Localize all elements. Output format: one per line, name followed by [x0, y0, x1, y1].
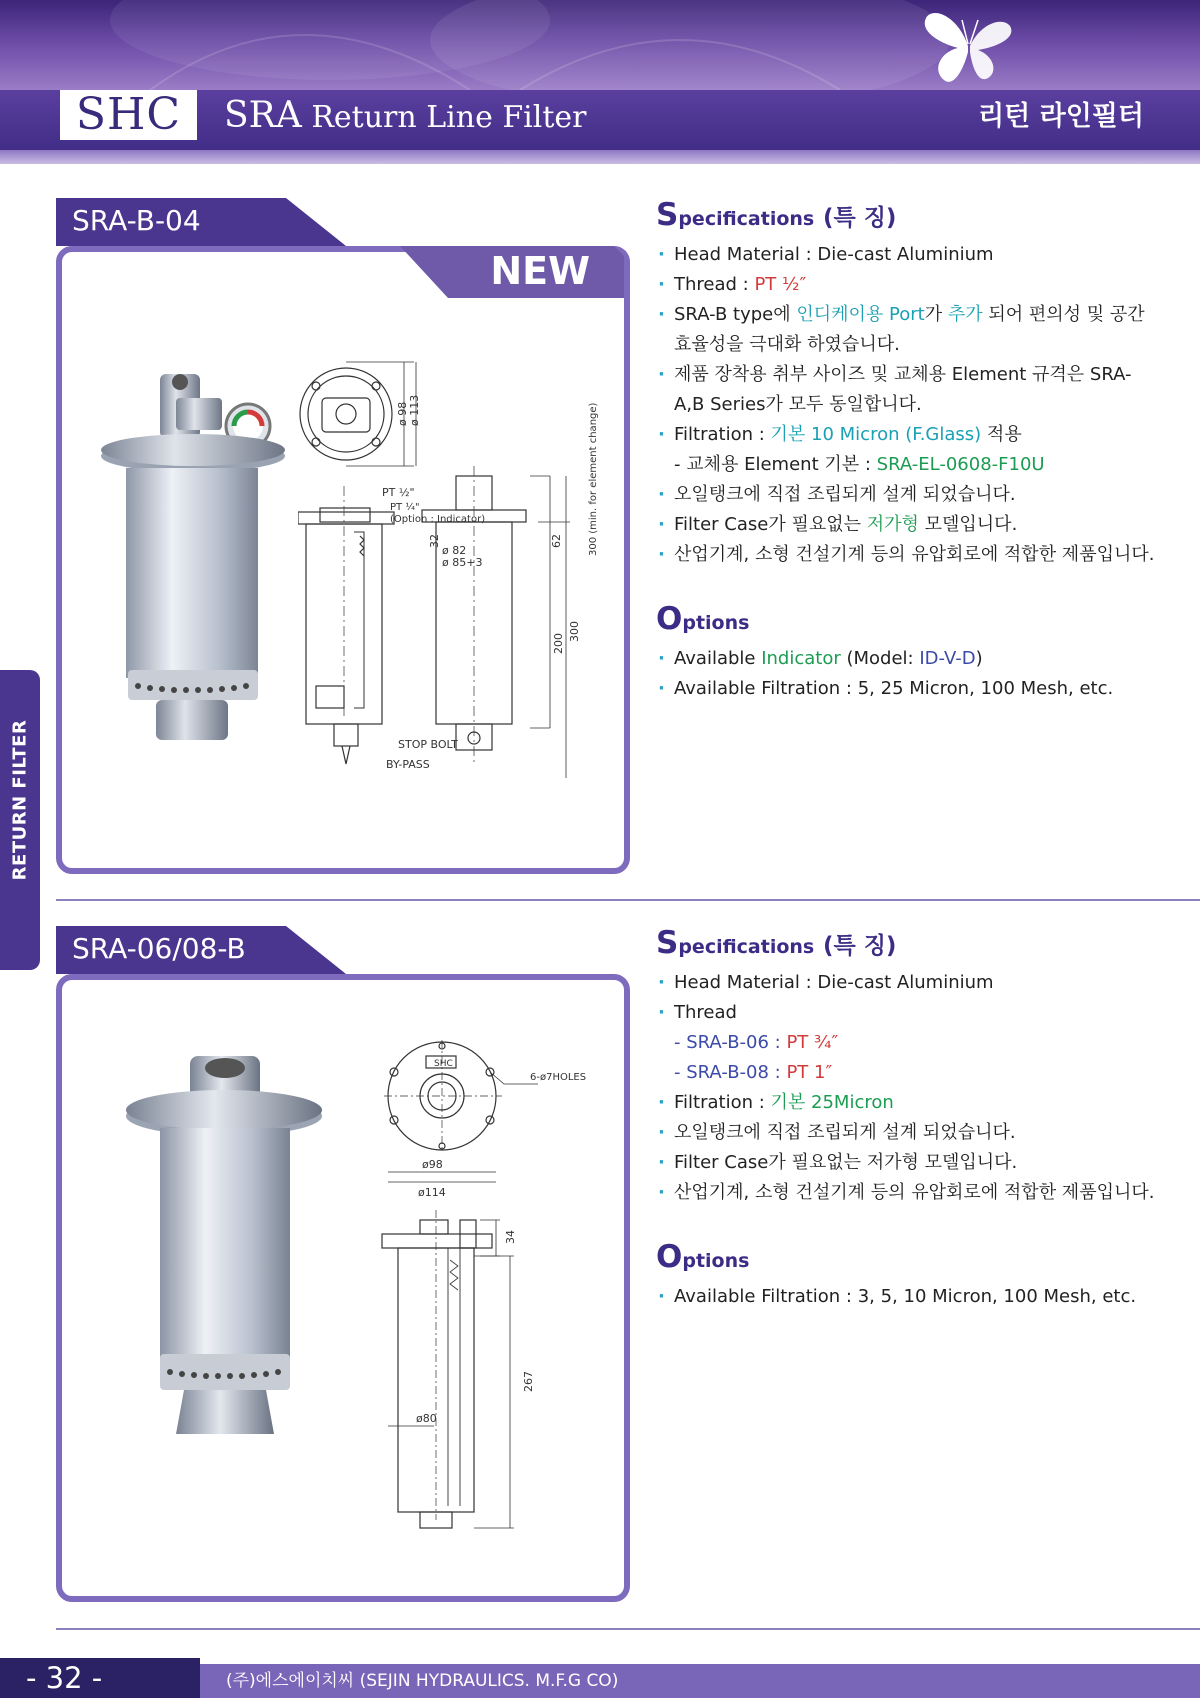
- spec-filtration-value: 기본 25Micron: [770, 1092, 894, 1113]
- page-title-rest: Return Line Filter: [311, 100, 587, 135]
- label-bypass: BY-PASS: [386, 758, 430, 771]
- technical-drawing: [298, 356, 618, 786]
- spec-block: [656, 924, 1156, 1312]
- dim-300: 300: [568, 621, 581, 642]
- spec-model-label: - SRA-B-06 :: [674, 1032, 787, 1053]
- option-highlight: Indicator: [761, 648, 841, 669]
- spec-item: [656, 300, 1156, 360]
- spec-item: · 제품 장착용 취부 사이즈 및 교체용 Element 규격은 SRA-A,B Series가 모두 동일합니다.: [656, 360, 1156, 420]
- option-model: ID-V-D: [919, 648, 976, 669]
- spec-text: SRA-B type에: [674, 304, 797, 325]
- spec-item: · 오일탱크에 직접 조립되게 설계 되었습니다.: [656, 480, 1156, 510]
- page-title-main: SRA: [224, 95, 302, 136]
- model-title: SRA-B-04: [72, 204, 201, 237]
- product-photo: [124, 1054, 324, 1494]
- options-title-rest: ptions: [682, 612, 750, 634]
- spec-item: · 산업기계, 소형 건설기계 등의 유압회로에 적합한 제품입니다.: [656, 1178, 1156, 1208]
- dim-300-min: 300 (min. for element change): [588, 402, 599, 556]
- option-text: (Model:: [840, 648, 920, 669]
- spec-text: 되어 편의성 및 공간 효율성을 극대화 하였습니다.: [674, 304, 1145, 355]
- brand-logo: SHC: [60, 90, 197, 140]
- spec-item: · Head Material : Die-cast Aluminium: [656, 968, 1156, 998]
- label-holes: 6-ø7HOLES: [530, 1072, 587, 1083]
- spec-thread-value: PT ¾″: [786, 1032, 839, 1053]
- dim-dia98: ø98: [422, 1158, 443, 1171]
- page-title-korean: 리턴 라인필터: [978, 101, 1144, 132]
- dim-200: 200: [552, 633, 565, 654]
- footer-divider: [56, 1628, 1200, 1630]
- spec-highlight: 인디케이용 Port: [796, 304, 925, 325]
- new-badge: NEW: [490, 249, 590, 293]
- option-text: Available: [674, 648, 762, 669]
- butterfly-icon: [918, 6, 1018, 90]
- spec-text: 적용: [981, 424, 1022, 445]
- spec-filtration-label: Filtration :: [674, 1092, 771, 1113]
- label-option-indicator: (Option : Indicator): [390, 514, 486, 525]
- option-item: · Available Filtration : 5, 25 Micron, 100 Mesh, etc.: [656, 674, 1156, 704]
- spec-block: [656, 196, 1156, 704]
- model-title: SRA-06/08-B: [72, 932, 246, 965]
- spec-element-value: SRA-EL-0608-F10U: [876, 454, 1045, 475]
- option-text: ): [975, 648, 983, 669]
- spec-highlight: 추가: [947, 304, 983, 325]
- spec-subitem: [656, 1028, 1156, 1058]
- dim-dia113: ø 113: [408, 394, 421, 426]
- spec-thread-value: PT 1″: [786, 1062, 833, 1083]
- product-photo: [98, 370, 288, 780]
- page-title: [224, 88, 587, 146]
- options-title-rest: ptions: [682, 1250, 750, 1272]
- spec-subitem: [656, 1058, 1156, 1088]
- dim-32: 32: [428, 534, 441, 548]
- spec-title-rest: pecifications: [678, 208, 815, 230]
- options-title-cap: O: [656, 601, 683, 637]
- dim-62: 62: [550, 534, 563, 548]
- footer-page-corner: [140, 1658, 200, 1698]
- spec-title-kr: (특 징): [822, 933, 897, 959]
- spec-model-label: - SRA-B-08 :: [674, 1062, 787, 1083]
- header-background: [0, 0, 1200, 90]
- spec-highlight: 저가형: [866, 514, 919, 535]
- spec-title-cap: S: [656, 925, 679, 961]
- dim-dia98: ø 98: [396, 401, 409, 426]
- dim-dia114: ø114: [418, 1186, 446, 1199]
- dim-dia85: ø 85+3: [442, 556, 483, 569]
- spec-item: [656, 420, 1156, 450]
- side-section-label: RETURN FILTER: [9, 719, 31, 881]
- spec-text: 모델입니다.: [918, 514, 1018, 535]
- spec-thread-label: Thread :: [674, 274, 755, 295]
- label-pt-quarter: PT ¼": [390, 502, 420, 513]
- option-item: [656, 644, 1156, 674]
- spec-title-rest: pecifications: [678, 936, 815, 958]
- options-title: [656, 1238, 1156, 1280]
- header-pattern: [0, 0, 1200, 90]
- spec-title: [656, 196, 1156, 238]
- spec-title-kr: (특 징): [822, 205, 897, 231]
- drawing-brand: SHC: [434, 1059, 453, 1069]
- spec-element-label: - 교체용 Element 기본 :: [674, 454, 877, 475]
- spec-subitem: [656, 450, 1156, 480]
- header-band-stripe: [0, 150, 1200, 164]
- dim-dia80: ø80: [416, 1412, 437, 1425]
- footer-company: (주)에스에이치씨 (SEJIN HYDRAULICS. M.F.G CO): [226, 1671, 619, 1691]
- spec-item: · 오일탱크에 직접 조립되게 설계 되었습니다.: [656, 1118, 1156, 1148]
- spec-item: · Thread: [656, 998, 1156, 1028]
- spec-title-cap: S: [656, 197, 679, 233]
- dim-dia82: ø 82: [442, 544, 467, 557]
- spec-item: · Head Material : Die-cast Aluminium: [656, 240, 1156, 270]
- dim-267: 267: [522, 1371, 535, 1392]
- options-title-cap: O: [656, 1239, 683, 1275]
- spec-filtration-value: 기본 10 Micron (F.Glass): [770, 424, 982, 445]
- spec-item: [656, 270, 1156, 300]
- page-number: - 32 -: [26, 1661, 103, 1695]
- spec-item: · Filter Case가 필요없는 저가형 모델입니다.: [656, 1148, 1156, 1178]
- label-pt-half: PT ½": [382, 486, 415, 499]
- option-item: · Available Filtration : 3, 5, 10 Micron, 100 Mesh, etc.: [656, 1282, 1156, 1312]
- spec-item: · 산업기계, 소형 건설기계 등의 유압회로에 적합한 제품입니다.: [656, 540, 1156, 570]
- section-divider: [56, 899, 1200, 901]
- dim-34: 34: [504, 1230, 517, 1244]
- spec-title: [656, 924, 1156, 966]
- spec-item: [656, 1088, 1156, 1118]
- spec-item: [656, 510, 1156, 540]
- spec-thread-value: PT ½″: [754, 274, 807, 295]
- spec-text: 가: [924, 304, 948, 325]
- technical-drawing: [364, 1040, 600, 1540]
- options-title: [656, 600, 1156, 642]
- spec-text: Filter Case가 필요없는: [674, 514, 867, 535]
- label-stop-bolt: STOP BOLT: [398, 738, 458, 751]
- spec-filtration-label: Filtration :: [674, 424, 771, 445]
